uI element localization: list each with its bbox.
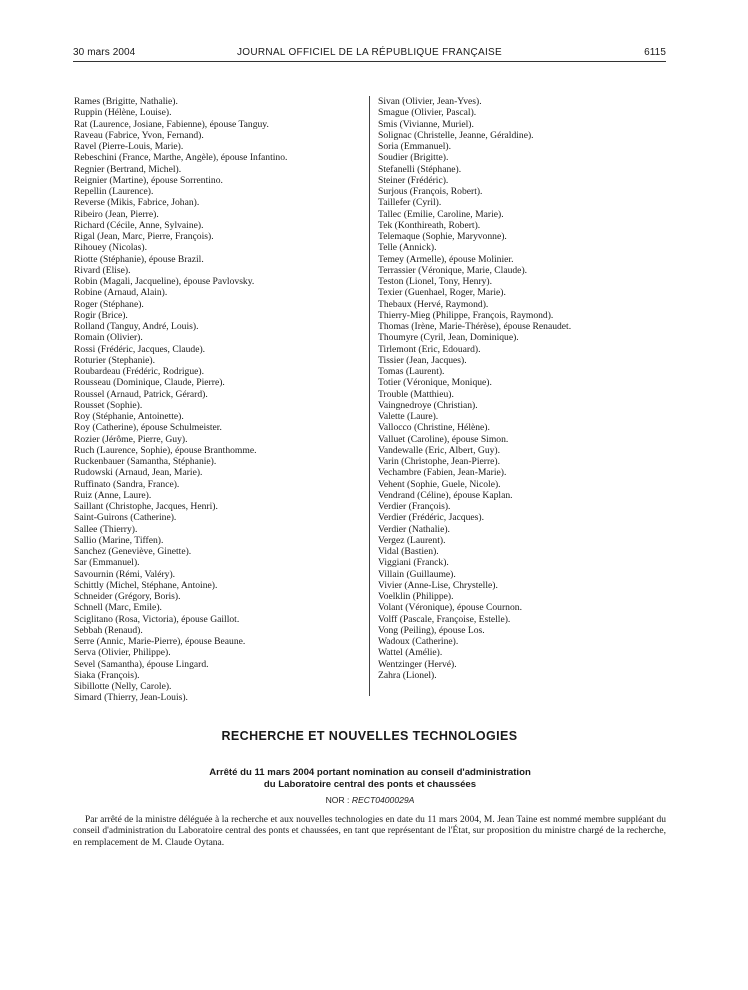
arrete-title-line: du Laboratoire central des ponts et chaussées: [263, 779, 477, 790]
name-entry: Trouble (Matthieu).: [378, 388, 454, 400]
name-entry: Saillant (Christophe, Jacques, Henri).: [74, 501, 218, 512]
name-entry: Thierry-Mieg (Philippe, François, Raymond).: [378, 309, 554, 321]
name-entry: Sebbah (Renaud).: [74, 624, 143, 636]
name-entry: Sciglitano (Rosa, Victoria), épouse Gaillot.: [74, 613, 240, 625]
name-entry: Richard (Cécile, Anne, Sylvaine).: [74, 219, 204, 231]
name-entry: Roturier (Stephanie).: [74, 354, 155, 366]
name-entry: Tomas (Laurent).: [378, 366, 445, 377]
name-entry: Thebaux (Hervé, Raymond).: [378, 298, 489, 310]
name-entry: Valluet (Caroline), épouse Simon.: [378, 433, 509, 445]
name-entry: Tek (Konthireath, Robert).: [378, 219, 481, 231]
name-entry: Rolland (Tanguy, André, Louis).: [74, 321, 199, 332]
name-entry: Temey (Armelle), épouse Molinier.: [378, 253, 514, 265]
name-entry: Sar (Emmanuel).: [74, 557, 140, 569]
name-entry: Rihouey (Nicolas).: [74, 242, 148, 254]
name-entry: Tallec (Emilie, Caroline, Marie).: [378, 208, 504, 220]
name-entry: Siaka (François).: [74, 669, 140, 681]
nor-code: RECT0400029A: [351, 795, 415, 805]
name-entry: Simard (Thierry, Jean-Louis).: [74, 692, 188, 704]
name-entry: Schittly (Michel, Stéphane, Antoine).: [74, 579, 218, 591]
name-entry: Vechambre (Fabien, Jean-Marie).: [378, 467, 507, 479]
name-entry: Wentzinger (Hervé).: [378, 658, 457, 670]
name-entry: Schneider (Grégory, Boris).: [74, 591, 181, 602]
name-entry: Taillefer (Cyril).: [378, 197, 442, 209]
name-entry: Rames (Brigitte, Nathalie).: [74, 96, 178, 107]
name-entry: Thoumyre (Cyril, Jean, Dominique).: [378, 332, 519, 344]
name-entry: Roy (Catherine), épouse Schulmeister.: [74, 422, 222, 434]
name-entry: Thomas (Irène, Marie-Thérèse), épouse Renaudet.: [378, 321, 572, 332]
name-entry: Sallio (Marine, Tiffen).: [74, 534, 164, 546]
name-entry: Rogir (Brice).: [74, 309, 128, 321]
name-entry: Sibillotte (Nelly, Carole).: [74, 681, 172, 692]
name-entry: Roy (Stéphanie, Antoinette).: [74, 411, 184, 422]
arrete-title: [120, 767, 620, 791]
name-entry: Saint-Guirons (Catherine).: [74, 512, 177, 524]
name-entry: Soria (Emmanuel).: [378, 141, 451, 152]
name-entry: Ruffinato (Sandra, France).: [74, 478, 180, 490]
name-entry: Reignier (Martine), épouse Sorrentino.: [74, 174, 223, 186]
name-entry: Texier (Guenhael, Roger, Marie).: [378, 287, 506, 299]
name-entry: Repellin (Laurence).: [74, 186, 154, 197]
name-entry: Serva (Olivier, Philippe).: [74, 647, 171, 659]
name-entry: Verdier (Nathalie).: [378, 523, 450, 535]
column-divider: [369, 96, 370, 696]
name-entry: Viggiani (Franck).: [378, 557, 449, 569]
name-entry: Ruppin (Hélène, Louise).: [74, 107, 172, 119]
name-entry: Riotte (Stéphanie), épouse Brazil.: [74, 253, 204, 265]
name-entry: Varin (Christophe, Jean-Pierre).: [378, 456, 501, 467]
name-entry: Ruckenbauer (Samantha, Stéphanie).: [74, 456, 217, 467]
name-entry: Terrassier (Véronique, Marie, Claude).: [378, 264, 528, 276]
nor-label: NOR :: [325, 795, 352, 805]
name-entry: Tirlemont (Eric, Edouard).: [378, 343, 481, 355]
name-entry: Wadoux (Catherine).: [378, 636, 459, 647]
name-entry: Rousseau (Dominique, Claude, Pierre).: [74, 377, 225, 389]
name-entry: Volff (Pascale, Françoise, Estelle).: [378, 613, 511, 625]
name-entry: Totier (Véronique, Monique).: [378, 377, 492, 389]
name-entry: Valette (Laure).: [378, 411, 439, 422]
name-entry: Vidal (Bastien).: [378, 546, 439, 557]
arrete-paragraph: Par arrêté de la ministre déléguée à la recherche et aux nouvelles technologies en date du 11 mars 2004, M. Jean Taine est nommé membre suppléant du conseil d'administration du Laboratoire central des ponts et chaussées, en tant que représentant de l'État, sur proposition du ministre chargé de la recherche, en remplacement de M. Claude Oytana.: [73, 815, 666, 848]
name-entry: Ruch (Laurence, Sophie), épouse Branthomme.: [74, 444, 257, 456]
section-title: RECHERCHE ET NOUVELLES TECHNOLOGIES: [221, 729, 518, 743]
page-number: 6115: [644, 47, 666, 58]
name-entry: Rudowski (Arnaud, Jean, Marie).: [74, 467, 203, 479]
name-entry: Raveau (Fabrice, Yvon, Fernand).: [74, 129, 204, 141]
name-entry: Telemaque (Sophie, Maryvonne).: [378, 231, 507, 242]
name-entry: Sanchez (Geneviève, Ginette).: [74, 546, 192, 557]
name-entry: Verdier (François).: [378, 501, 451, 512]
header-date: 30 mars 2004: [73, 47, 136, 58]
name-entry: Roubardeau (Frédéric, Rodrigue).: [74, 366, 205, 377]
journal-title: JOURNAL OFFICIEL DE LA RÉPUBLIQUE FRANÇAISE: [237, 47, 502, 58]
name-entry: Vivier (Anne-Lise, Chrystelle).: [378, 579, 498, 591]
name-entry: Smis (Vivianne, Muriel).: [378, 118, 474, 130]
name-entry: Savournin (Rémi, Valéry).: [74, 568, 176, 580]
name-entry: Vendrand (Céline), épouse Kaplan.: [378, 489, 513, 501]
name-entry: Zahra (Lionel).: [378, 669, 437, 681]
name-entry: Robine (Arnaud, Alain).: [74, 287, 168, 299]
name-entry: Stefanelli (Stéphane).: [378, 163, 462, 175]
name-entry: Rat (Laurence, Josiane, Fabienne), épouse Tanguy.: [74, 118, 269, 130]
name-entry: Reverse (Mikis, Fabrice, Johan).: [74, 197, 200, 209]
name-entry: Villain (Guillaume).: [378, 568, 456, 580]
name-entry: Rebeschini (France, Marthe, Angèle), épouse Infantino.: [74, 152, 288, 164]
name-entry: Vandewalle (Eric, Albert, Guy).: [378, 444, 501, 456]
name-entry: Surjous (François, Robert).: [378, 186, 483, 197]
name-entry: Wattel (Amélie).: [378, 647, 443, 659]
name-entry: Romain (Olivier).: [74, 332, 143, 344]
name-entry: Serre (Annic, Marie-Pierre), épouse Beaune.: [74, 636, 246, 647]
arrete-title-line: Arrêté du 11 mars 2004 portant nomination au conseil d'administration: [209, 767, 531, 778]
nor-reference: [120, 795, 620, 805]
name-entry: Soudier (Brigitte).: [378, 152, 449, 164]
name-entry: Verdier (Frédéric, Jacques).: [378, 512, 485, 524]
name-entry: Tissier (Jean, Jacques).: [378, 354, 467, 366]
name-entry: Roger (Stéphane).: [74, 298, 144, 310]
name-entry: Robin (Magali, Jacqueline), épouse Pavlovsky.: [74, 276, 255, 287]
name-entry: Vergez (Laurent).: [378, 534, 446, 546]
name-entry: Rossi (Frédéric, Jacques, Claude).: [74, 343, 206, 355]
name-entry: Schnell (Marc, Emile).: [74, 602, 162, 614]
name-entry: Telle (Annick).: [378, 242, 437, 254]
names-column-left: [74, 96, 287, 704]
name-entry: Sallee (Thierry).: [74, 523, 138, 535]
name-entry: Smague (Olivier, Pascal).: [378, 107, 477, 119]
name-entry: Ruiz (Anne, Laure).: [74, 489, 152, 501]
name-entry: Steiner (Frédéric).: [378, 174, 449, 186]
name-entry: Regnier (Bertrand, Michel).: [74, 163, 182, 175]
name-entry: Rozier (Jérôme, Pierre, Guy).: [74, 433, 188, 445]
header-rule: [73, 61, 666, 62]
name-entry: Vehent (Sophie, Guele, Nicole).: [378, 478, 501, 490]
name-entry: Ribeiro (Jean, Pierre).: [74, 208, 159, 220]
name-entry: Vong (Peiling), épouse Los.: [378, 624, 485, 636]
name-entry: Solignac (Christelle, Jeanne, Géraldine).: [378, 129, 534, 141]
name-entry: Voelklin (Philippe).: [378, 591, 454, 602]
name-entry: Rigal (Jean, Marc, Pierre, François).: [74, 231, 214, 242]
name-entry: Sevel (Samantha), épouse Lingard.: [74, 658, 209, 670]
names-column-right: [378, 96, 571, 681]
name-entry: Sivan (Olivier, Jean-Yves).: [378, 96, 482, 107]
name-entry: Rivard (Elise).: [74, 264, 131, 276]
name-entry: Teston (Lionel, Tony, Henry).: [378, 276, 493, 287]
name-entry: Volant (Véronique), épouse Cournon.: [378, 602, 522, 614]
name-entry: Vaingnedroye (Christian).: [378, 399, 478, 411]
name-entry: Vallocco (Christine, Hélène).: [378, 422, 490, 434]
name-entry: Ravel (Pierre-Louis, Marie).: [74, 141, 184, 152]
name-entry: Roussel (Arnaud, Patrick, Gérard).: [74, 388, 208, 400]
name-entry: Rousset (Sophie).: [74, 399, 143, 411]
